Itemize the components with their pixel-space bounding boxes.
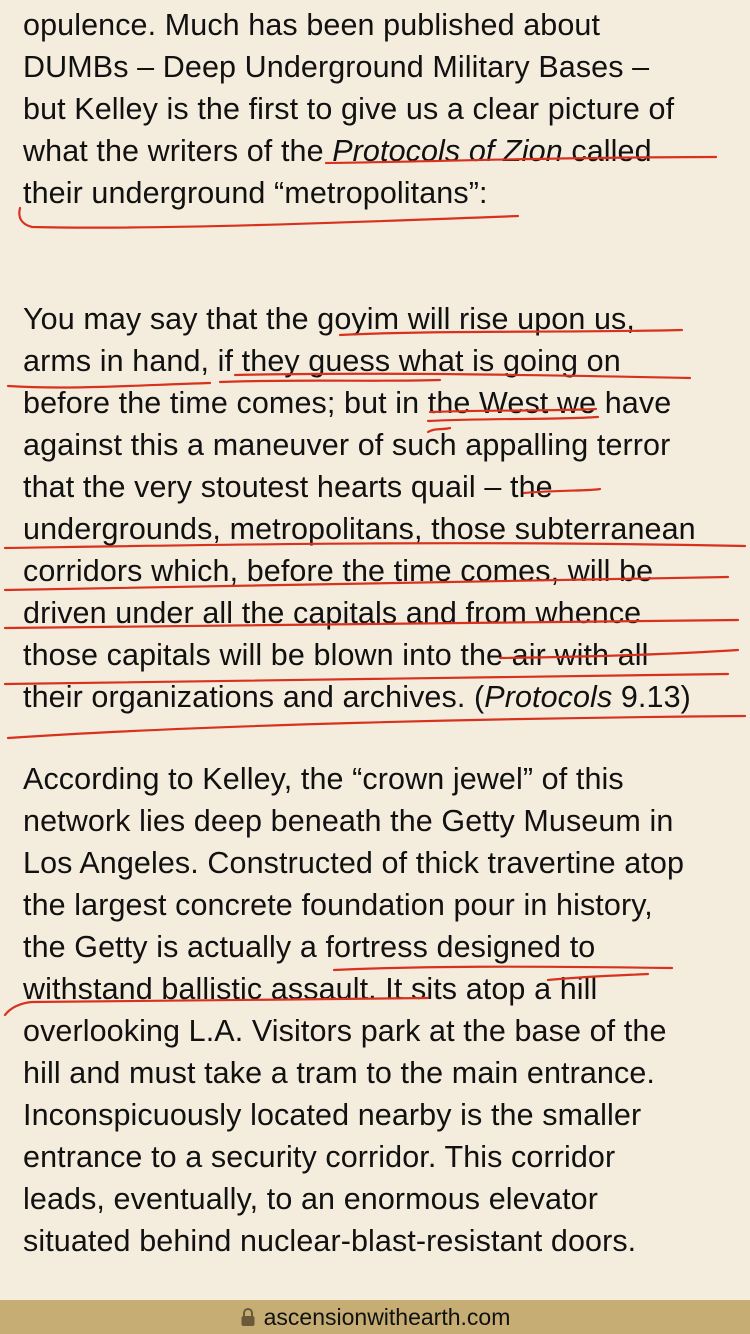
quote-line: undergrounds, metropolitans, those subterranean	[23, 512, 696, 546]
url-text[interactable]: ascensionwithearth.com	[263, 1303, 511, 1330]
text-line: the Getty is actually a fortress designed to	[23, 930, 596, 964]
text-line: Inconspicuously located nearby is the smaller	[23, 1098, 642, 1132]
text-line	[23, 130, 652, 172]
quote-line	[23, 676, 691, 718]
text-line: According to Kelley, the “crown jewel” of this	[23, 762, 624, 796]
text-segment: 9.13)	[612, 680, 691, 714]
text-line: overlooking L.A. Visitors park at the base of the	[23, 1014, 667, 1048]
quote-line: those capitals will be blown into the air with all	[23, 638, 649, 672]
text-line: situated behind nuclear-blast-resistant doors.	[23, 1224, 637, 1258]
quote-line: You may say that the goyim will rise upon us,	[23, 302, 635, 336]
browser-url-bar[interactable]	[0, 1300, 750, 1334]
quote-line: before the time comes; but in the West we have	[23, 386, 672, 420]
underline-mark	[8, 716, 745, 738]
quote-line: arms in hand, if they guess what is going on	[23, 344, 621, 378]
quote-line: corridors which, before the time comes, will be	[23, 554, 654, 588]
text-line: entrance to a security corridor. This corridor	[23, 1140, 616, 1174]
text-line: hill and must take a tram to the main entrance.	[23, 1056, 655, 1090]
quote-line: that the very stoutest hearts quail – the	[23, 470, 553, 504]
text-segment: what the writers of the	[23, 134, 333, 168]
lock-icon	[240, 1307, 256, 1327]
text-line: opulence. Much has been published about	[23, 8, 601, 42]
quote-line: driven under all the capitals and from whence	[23, 596, 642, 630]
text-segment: called	[562, 134, 652, 168]
italic-title: Protocols	[484, 680, 613, 714]
text-line: DUMBs – Deep Underground Military Bases –	[23, 50, 650, 84]
text-line: the largest concrete foundation pour in history,	[23, 888, 653, 922]
quote-line: against this a maneuver of such appalling terror	[23, 428, 671, 462]
text-line: network lies deep beneath the Getty Museum in	[23, 804, 674, 838]
italic-title: Protocols of Zion	[332, 134, 563, 168]
text-line: their underground “metropolitans”:	[23, 176, 488, 210]
text-line: leads, eventually, to an enormous elevator	[23, 1182, 599, 1216]
text-segment: their organizations and archives. (	[23, 680, 485, 714]
text-line: withstand ballistic assault. It sits atop a hill	[23, 972, 598, 1006]
text-line: Los Angeles. Constructed of thick travertine atop	[23, 846, 685, 880]
text-line: but Kelley is the first to give us a clear picture of	[23, 92, 675, 126]
